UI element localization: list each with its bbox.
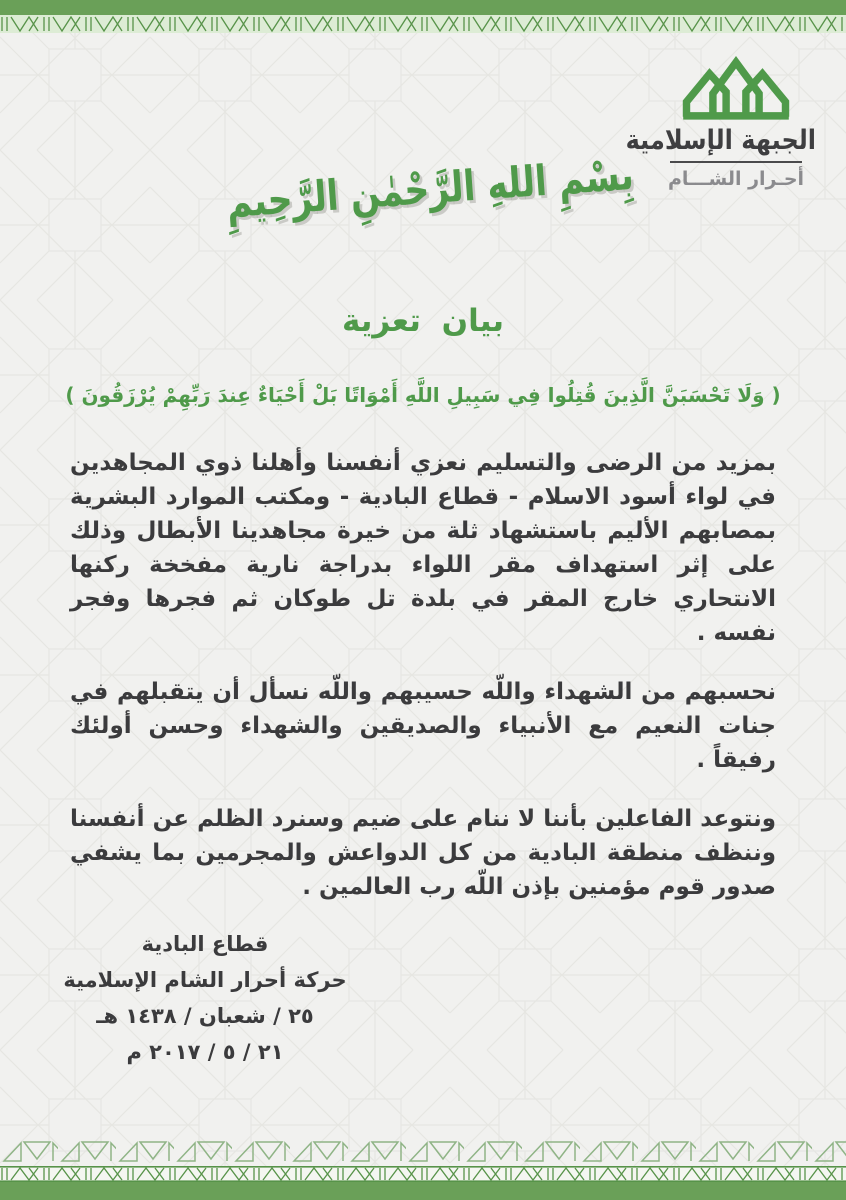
signature-block	[40, 926, 370, 1070]
bottom-zigzag-border	[0, 1166, 846, 1182]
bottom-triangle-border	[0, 1136, 846, 1166]
bismillah-calligraphy: بِسْمِ اللهِ الرَّحْمٰنِ الرَّحِيمِ	[224, 149, 636, 227]
logo-divider	[670, 161, 802, 163]
signature-movement: حركة أحرار الشام الإسلامية	[63, 968, 347, 992]
paragraph-condolence: بمزيد من الرضى والتسليم نعزي أنفسنا وأهلنا ذوي المجاهدين في لواء أسود الاسلام - قطاع البادية - ومكتب الموارد البشرية بمصابهم الأليم باستشهاد ثلة من خيرة مجاهدينا الأبطال وذلك على إثر استهداف مقر اللواء بدراجة نارية مفخخة ركنها الانتحاري خارج المقر في بلدة تل طوكان ثم فجرها وفجر نفسه .	[70, 450, 776, 646]
signature-gregorian-date: ٢١ / ٥ / ٢٠١٧ م	[126, 1040, 284, 1064]
islamic-front-emblem-icon	[673, 54, 799, 120]
statement-body	[70, 446, 776, 929]
quran-verse: ( وَلَا تَحْسَبَنَّ الَّذِينَ قُتِلُوا فِي سَبِيلِ اللَّهِ أَمْوَاتًا بَلْ أَحْيَاءٌ عِندَ رَبِّهِمْ يُرْزَقُونَ )	[65, 383, 781, 407]
signature-sector: قطاع البادية	[141, 932, 269, 956]
logo-organization-calligraphy: الجبهة الإسلامية	[625, 124, 816, 156]
logo-organization-name: أحـرار الشـــام	[667, 168, 805, 190]
organization-logo	[625, 54, 816, 190]
top-zigzag-border	[0, 15, 846, 33]
bottom-green-bar	[0, 1182, 846, 1200]
statement-title: بيان تعزية	[341, 303, 505, 339]
paragraph-martyrs: نحسبهم من الشهداء واللّه حسيبهم واللّه نسأل أن يتقبلهم في جنات النعيم مع الأنبياء والصديقين والشهداء وحسن أولئك رفيقاً .	[70, 679, 776, 773]
signature-hijri-date: ٢٥ / شعبان / ١٤٣٨ هـ	[96, 1004, 314, 1028]
top-green-bar	[0, 0, 846, 15]
paragraph-vow: ونتوعد الفاعلين بأننا لا ننام على ضيم وسنرد الظلم عن أنفسنا وننظف منطقة البادية من كل الدواعش والمجرمين بما يشفي صدور قوم مؤمنين بإذن اللّه رب العالمين .	[70, 806, 776, 900]
